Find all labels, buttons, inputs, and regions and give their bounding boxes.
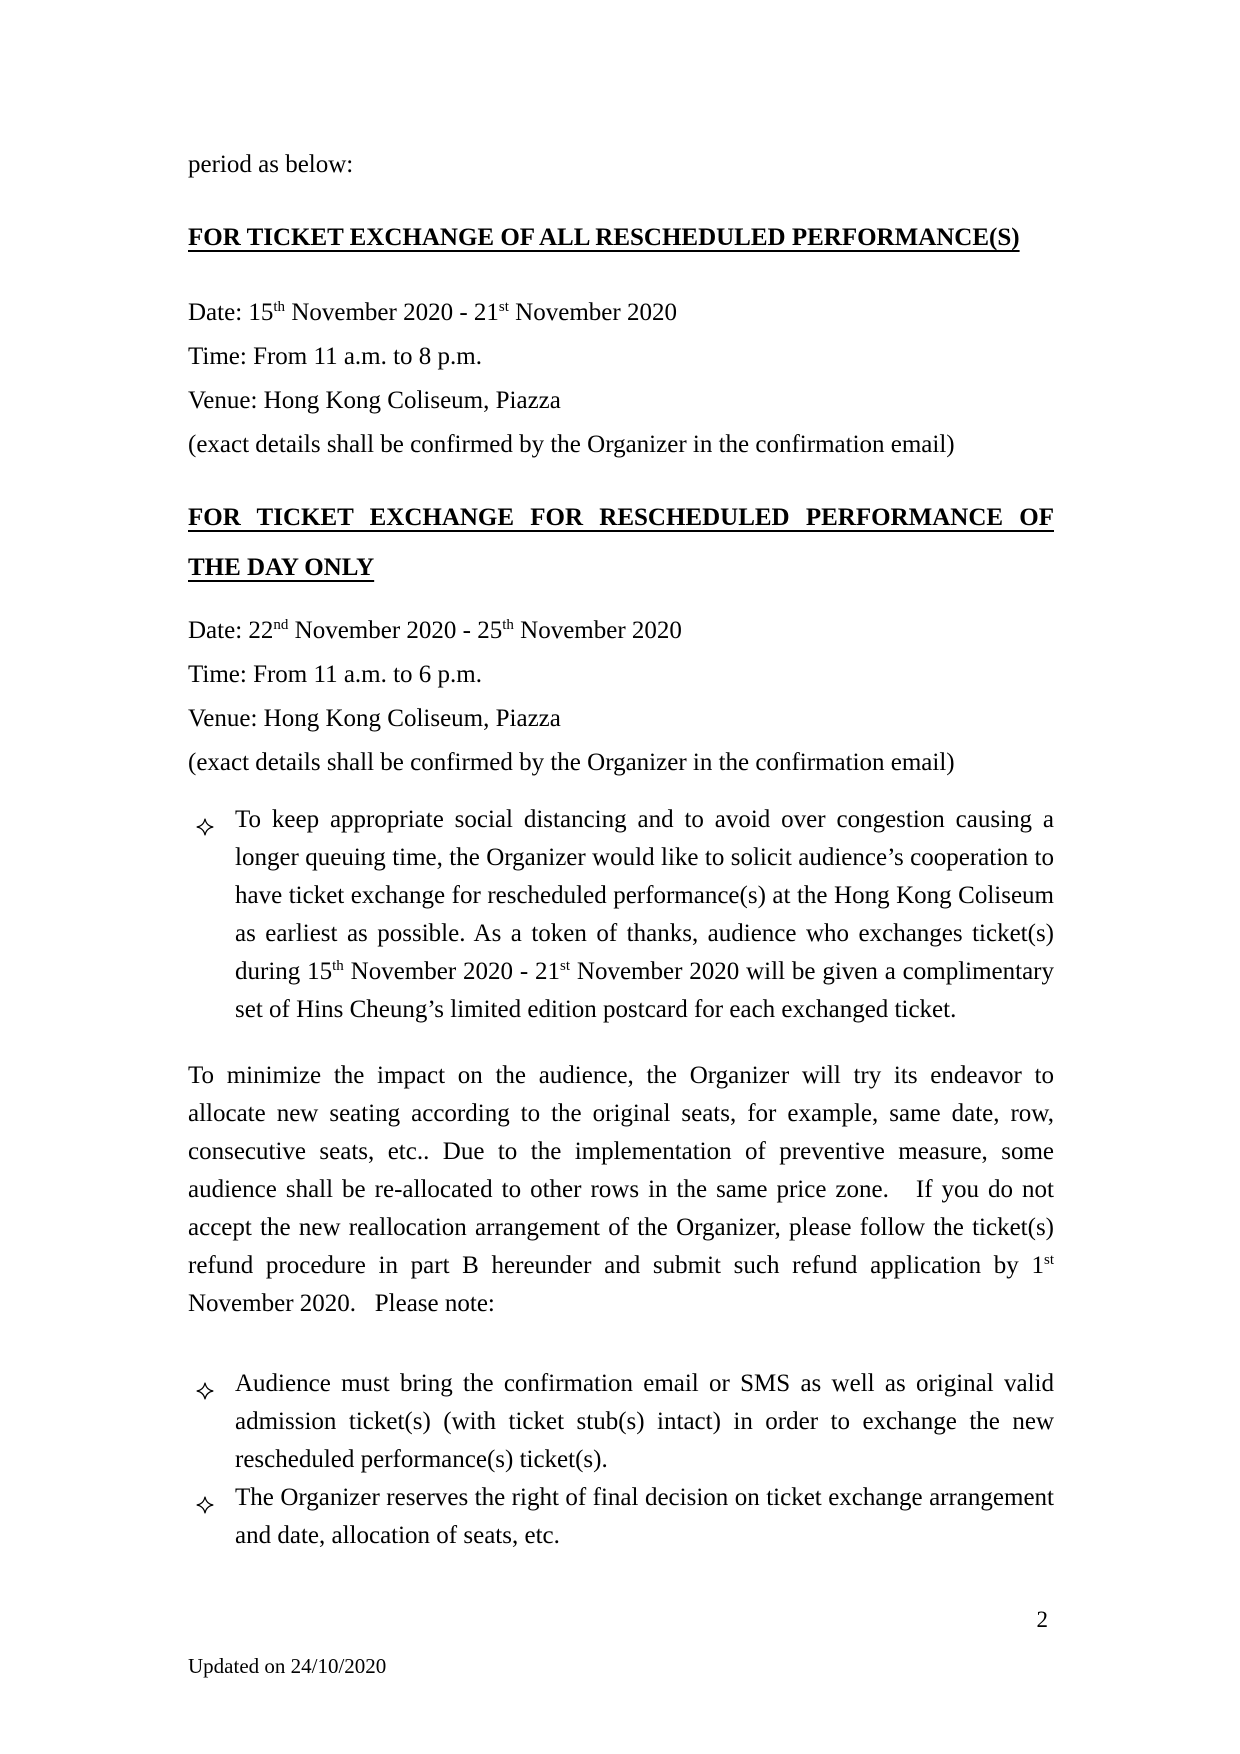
diamond-bullet-icon bbox=[196, 1488, 214, 1506]
bullet-text: The Organizer reserves the right of final decision on ticket exchange arrangement and date, allocation of seats, etc. bbox=[235, 1484, 1054, 1549]
section2-heading bbox=[188, 493, 1054, 593]
section1-heading: FOR TICKET EXCHANGE OF ALL RESCHEDULED PERFORMANCE(S) bbox=[188, 224, 1020, 251]
section2-time: Time: From 11 a.m. to 6 p.m. bbox=[188, 661, 483, 688]
section2-heading-line2: THE DAY ONLY bbox=[188, 554, 375, 581]
bullet-item bbox=[188, 1365, 1054, 1479]
bullet-item bbox=[188, 801, 1054, 1029]
section2-date: Date: 22nd November 2020 - 25th November 2020 bbox=[188, 617, 682, 644]
page-number: 2 bbox=[1036, 1607, 1048, 1632]
section2-note: (exact details shall be confirmed by the Organizer in the confirmation email) bbox=[188, 749, 955, 776]
bullet-text: Audience must bring the confirmation email or SMS as well as original valid admission ticket(s) (with ticket stub(s) intact) in order to exchange the new rescheduled performance(s) ticket(s). bbox=[235, 1370, 1054, 1473]
notes-top bbox=[188, 801, 1054, 1029]
section2-details bbox=[188, 609, 1054, 785]
section1-venue: Venue: Hong Kong Coliseum, Piazza bbox=[188, 387, 561, 414]
diamond-bullet-icon bbox=[196, 810, 214, 828]
section1-date: Date: 15th November 2020 - 21st November 2020 bbox=[188, 299, 677, 326]
body-paragraph: To minimize the impact on the audience, the Organizer will try its endeavor to allocate new seating according to the original seats, for example, same date, row, consecutive seats, etc.. Due to the implementation of preventive measure, some audience shall be re-allocated to other rows in the same price zone. If you do not accept the new reallocation arrangement of the Organizer, please follow the ticket(s) refund procedure in part B hereunder and submit such refund application by 1st November 2020. Please note: bbox=[188, 1062, 1054, 1317]
section1-time: Time: From 11 a.m. to 8 p.m. bbox=[188, 343, 483, 370]
section1-details bbox=[188, 291, 1054, 467]
section2-venue: Venue: Hong Kong Coliseum, Piazza bbox=[188, 705, 561, 732]
bullet-item bbox=[188, 1479, 1054, 1555]
footer-note: Updated on 24/10/2020 bbox=[188, 1654, 387, 1678]
page-content bbox=[188, 0, 1054, 1555]
section1-note: (exact details shall be confirmed by the Organizer in the confirmation email) bbox=[188, 431, 955, 458]
bullet-text: To keep appropriate social distancing and to avoid over congestion causing a longer queuing time, the Organizer would like to solicit audience’s cooperation to have ticket exchange for rescheduled performance(s) at the Hong Kong Coliseum as earliest as possible. As a token of thanks, audience who exchanges ticket(s) during 15th November 2020 - 21st November 2020 will be given a complimentary set of Hins Cheung’s limited edition postcard for each exchanged ticket. bbox=[235, 806, 1054, 1023]
section2-heading-line1: FOR TICKET EXCHANGE FOR RESCHEDULED PERFORMANCE OF bbox=[188, 504, 1054, 531]
intro-text: period as below: bbox=[188, 151, 354, 178]
diamond-bullet-icon bbox=[196, 1374, 214, 1392]
notes-bottom bbox=[188, 1365, 1054, 1555]
